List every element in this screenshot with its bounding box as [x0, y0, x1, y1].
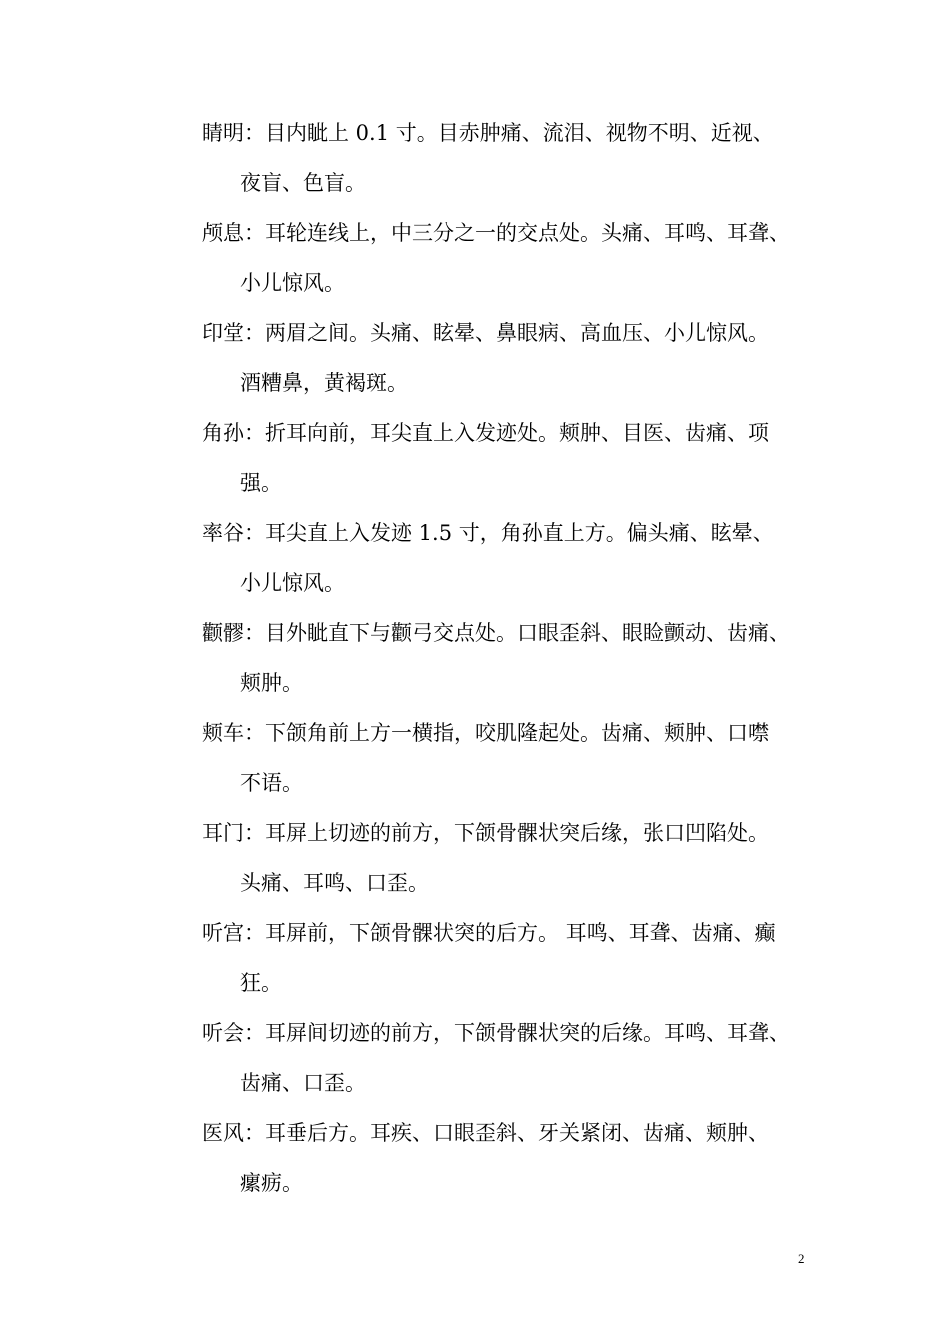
entry-line-1: 听宫：耳屏前，下颌骨髁状突的后方。 耳鸣、耳聋、齿痛、癫: [202, 921, 776, 945]
entry-line-1: 医风：耳垂后方。耳疾、口眼歪斜、牙关紧闭、齿痛、颊肿、: [202, 1121, 769, 1145]
entry-line-1: 率谷：耳尖直上入发迹 1.5 寸，角孙直上方。偏头痛、眩晕、: [202, 521, 774, 545]
acupoint-entry-shuaigu: [202, 508, 822, 608]
entry-line-2: 齿痛、口歪。: [240, 1071, 366, 1095]
acupoint-entry-ermen: [202, 808, 822, 908]
acupoint-entry-tinghui: [202, 1008, 822, 1108]
entry-line-2: 酒糟鼻，黄褐斑。: [240, 371, 408, 395]
entry-line-1: 印堂：两眉之间。头痛、眩晕、鼻眼病、高血压、小儿惊风。: [202, 321, 769, 345]
entry-line-2: 强。: [240, 471, 282, 495]
entry-line-2: 瘰疬。: [240, 1171, 303, 1195]
acupoint-entry-jiache: [202, 708, 822, 808]
entry-line-2: 颊肿。: [240, 671, 303, 695]
acupoint-entry-luxi: [202, 208, 822, 308]
entry-line-2: 狂。: [240, 971, 282, 995]
page-number: 2: [798, 1251, 805, 1266]
entry-line-2: 小儿惊风。: [240, 271, 345, 295]
acupoint-list: [202, 108, 822, 1208]
acupoint-entry-quanliao: [202, 608, 822, 708]
entry-line-2: 头痛、耳鸣、口歪。: [240, 871, 429, 895]
entry-line-1: 听会：耳屏间切迹的前方，下颌骨髁状突的后缘。耳鸣、耳聋、: [202, 1021, 790, 1045]
entry-line-2: 不语。: [240, 771, 303, 795]
entry-line-1: 颅息：耳轮连线上，中三分之一的交点处。头痛、耳鸣、耳聋、: [202, 221, 790, 245]
entry-line-2: 夜盲、色盲。: [240, 171, 366, 195]
acupoint-entry-yintang: [202, 308, 822, 408]
entry-line-1: 睛明：目内眦上 0.1 寸。目赤肿痛、流泪、视物不明、近视、: [202, 121, 774, 145]
acupoint-entry-tinggong: [202, 908, 822, 1008]
acupoint-entry-yifeng: [202, 1108, 822, 1208]
entry-line-1: 颧髎：目外眦直下与颧弓交点处。口眼歪斜、眼睑颤动、齿痛、: [202, 621, 790, 645]
acupoint-entry-jiaosun: [202, 408, 822, 508]
entry-line-1: 颊车：下颌角前上方一横指，咬肌隆起处。齿痛、颊肿、口噤: [202, 721, 769, 745]
entry-line-1: 角孙：折耳向前，耳尖直上入发迹处。颊肿、目医、齿痛、项: [202, 421, 769, 445]
acupoint-entry-jingming: [202, 108, 822, 208]
entry-line-2: 小儿惊风。: [240, 571, 345, 595]
entry-line-1: 耳门：耳屏上切迹的前方，下颌骨髁状突后缘，张口凹陷处。: [202, 821, 769, 845]
